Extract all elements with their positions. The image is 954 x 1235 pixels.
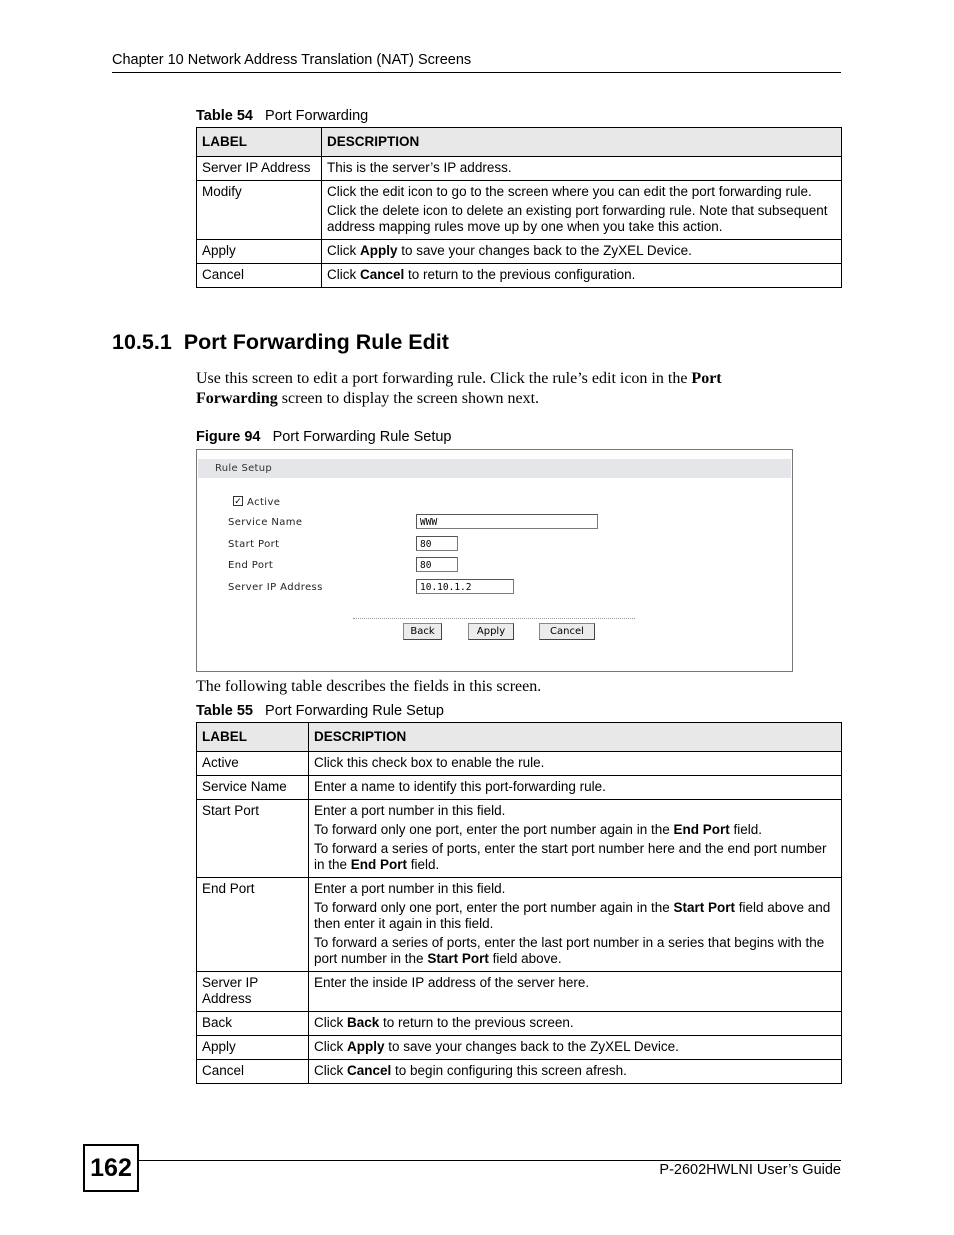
row-label: Cancel: [197, 264, 322, 288]
description-paragraph: Click Cancel to return to the previous configuration.: [327, 267, 636, 282]
table55-caption: [196, 703, 444, 719]
table54-header-row: [197, 128, 842, 157]
table-row: [197, 878, 842, 972]
figure94-caption: [196, 429, 451, 445]
description-paragraph: Click the delete icon to delete an existing port forwarding rule. Note that subsequent address mapping rules move up by one when you take this action.: [327, 203, 828, 234]
apply-button[interactable]: Apply: [468, 623, 514, 640]
page-number: 162: [83, 1144, 139, 1192]
section-heading: [112, 330, 449, 355]
server-ip-label: Server IP Address: [228, 582, 323, 593]
column-header-description: DESCRIPTION: [322, 128, 842, 157]
description-paragraph: To forward only one port, enter the port number again in the End Port field.: [314, 822, 762, 837]
row-label: Service Name: [197, 776, 309, 800]
row-label: Active: [197, 752, 309, 776]
description-paragraph: Enter the inside IP address of the server here.: [314, 975, 590, 990]
active-label: Active: [247, 497, 281, 508]
table-row: [197, 800, 842, 878]
description-paragraph: To forward a series of ports, enter the last port number in a series that begins with the port number in the Start Port field above.: [314, 935, 825, 966]
table54-caption: [196, 108, 368, 124]
row-label: Back: [197, 1012, 309, 1036]
row-description: [309, 1012, 842, 1036]
following-text: The following table describes the fields in this screen.: [196, 678, 542, 695]
row-description: [322, 240, 842, 264]
description-paragraph: Enter a port number in this field.: [314, 803, 506, 818]
panel-title-bar: [198, 459, 791, 478]
row-description: [309, 878, 842, 972]
description-paragraph: Click Apply to save your changes back to the ZyXEL Device.: [314, 1039, 679, 1054]
row-description: [309, 1036, 842, 1060]
table-row: [197, 972, 842, 1012]
table-row: [197, 1060, 842, 1084]
description-paragraph: Enter a name to identify this port-forwarding rule.: [314, 779, 606, 794]
row-description: [309, 752, 842, 776]
row-label: Cancel: [197, 1060, 309, 1084]
figure94-caption-title: Port Forwarding Rule Setup: [272, 429, 452, 445]
table-row: [197, 240, 842, 264]
table55-caption-title: Port Forwarding Rule Setup: [265, 703, 444, 719]
row-description: [322, 264, 842, 288]
service-name-input[interactable]: WWW: [416, 514, 598, 529]
table-row: [197, 776, 842, 800]
table54-caption-title: Port Forwarding: [265, 108, 369, 124]
table55-header-row: [197, 723, 842, 752]
table-row: [197, 157, 842, 181]
column-header-label: LABEL: [197, 723, 309, 752]
table54-body: [197, 157, 842, 288]
description-paragraph: To forward a series of ports, enter the start port number here and the end port number in the End Port field.: [314, 841, 827, 872]
row-label: Server IP Address: [197, 972, 309, 1012]
table54: [196, 127, 842, 288]
row-label: Apply: [197, 1036, 309, 1060]
table-row: [197, 1012, 842, 1036]
table-row: [197, 264, 842, 288]
row-description: [322, 157, 842, 181]
table55-body: [197, 752, 842, 1084]
description-paragraph: Click the edit icon to go to the screen where you can edit the port forwarding rule.: [327, 184, 812, 199]
description-paragraph: Click Back to return to the previous screen.: [314, 1015, 574, 1030]
description-paragraph: This is the server’s IP address.: [327, 160, 512, 175]
cancel-button[interactable]: Cancel: [539, 623, 595, 640]
section-intro: Use this screen to edit a port forwarding rule. Click the rule’s edit icon in the Port Forwarding screen to display the screen shown next.: [196, 370, 722, 407]
end-port-input[interactable]: 80: [416, 557, 458, 572]
column-header-description: DESCRIPTION: [309, 723, 842, 752]
row-label: Server IP Address: [197, 157, 322, 181]
footer-divider: [139, 1160, 841, 1161]
end-port-label: End Port: [228, 560, 274, 571]
row-label: End Port: [197, 878, 309, 972]
button-separator: [353, 618, 635, 619]
start-port-input[interactable]: 80: [416, 536, 458, 551]
section-number: 10.5.1: [112, 330, 172, 354]
service-name-label: Service Name: [228, 517, 303, 528]
table-row: [197, 752, 842, 776]
description-paragraph: To forward only one port, enter the port number again in the Start Port field above and then enter it again in this field.: [314, 900, 831, 931]
row-description: [309, 1060, 842, 1084]
figure94-caption-number: Figure 94: [196, 429, 261, 445]
rule-setup-screenshot: [196, 449, 793, 672]
row-label: Apply: [197, 240, 322, 264]
section-title: Port Forwarding Rule Edit: [183, 330, 449, 354]
table54-caption-number: Table 54: [196, 108, 253, 124]
description-paragraph: Click this check box to enable the rule.: [314, 755, 545, 770]
column-header-label: LABEL: [197, 128, 322, 157]
table-row: [197, 181, 842, 240]
description-paragraph: Click Apply to save your changes back to the ZyXEL Device.: [327, 243, 692, 258]
header-divider: [112, 72, 841, 73]
row-label: Modify: [197, 181, 322, 240]
panel-title: Rule Setup: [215, 463, 273, 474]
description-paragraph: Enter a port number in this field.: [314, 881, 506, 896]
description-paragraph: Click Cancel to begin configuring this screen afresh.: [314, 1063, 627, 1078]
row-description: [309, 776, 842, 800]
back-button[interactable]: Back: [403, 623, 442, 640]
table55: [196, 722, 842, 1084]
guide-title: P-2602HWLNI User’s Guide: [659, 1162, 841, 1178]
row-description: [309, 972, 842, 1012]
table-row: [197, 1036, 842, 1060]
row-description: [322, 181, 842, 240]
table55-caption-number: Table 55: [196, 703, 253, 719]
active-checkbox[interactable]: ✓: [234, 496, 242, 506]
row-description: [309, 800, 842, 878]
start-port-label: Start Port: [228, 539, 280, 550]
server-ip-input[interactable]: 10.10.1.2: [416, 579, 514, 594]
row-label: Start Port: [197, 800, 309, 878]
running-header: Chapter 10 Network Address Translation (NAT) Screens: [112, 52, 472, 68]
